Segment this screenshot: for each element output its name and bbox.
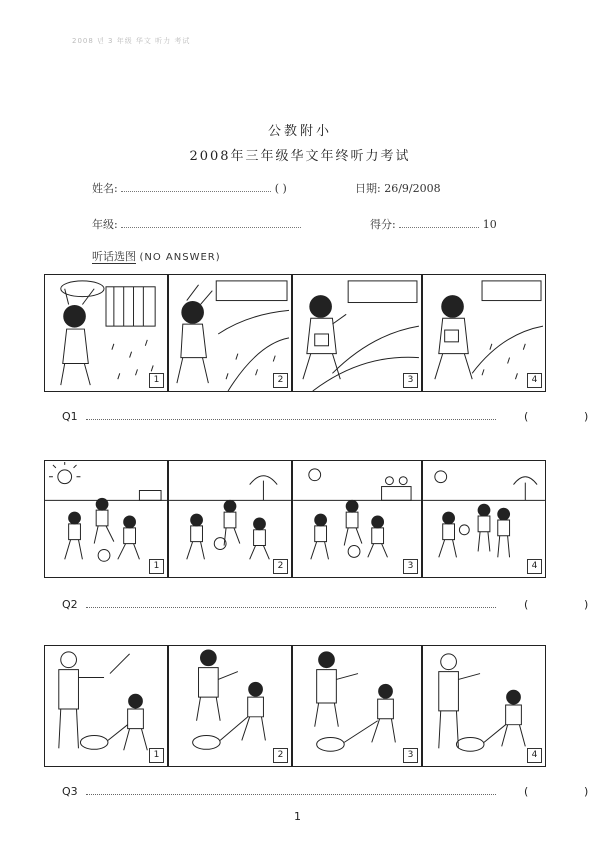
name-paren: ( )	[274, 182, 287, 195]
panel-number: 1	[149, 373, 164, 388]
q2-panel-4	[422, 460, 546, 578]
answer-paren-open[interactable]: (	[524, 410, 529, 423]
q1-panel-1	[44, 274, 168, 392]
panel-number: 2	[273, 373, 288, 388]
score-label: 得分:	[370, 218, 396, 231]
date-value: 26/9/2008	[384, 182, 441, 195]
section-note: (NO ANSWER)	[139, 252, 221, 263]
faint-header-text: 2008 년 3 年级 华文 听力 考试	[72, 37, 191, 45]
class-line	[121, 227, 301, 228]
answer-paren-open[interactable]: (	[524, 598, 529, 611]
panel-number: 2	[273, 748, 288, 763]
q1-panel-3	[292, 274, 422, 392]
class-label: 年级:	[92, 218, 118, 231]
q1-label: Q1	[62, 410, 78, 423]
q2-panel-2	[168, 460, 292, 578]
q1-panel-4	[422, 274, 546, 392]
panel-number: 2	[273, 559, 288, 574]
dotted-line	[86, 607, 496, 608]
section-header	[92, 248, 221, 264]
panel-number: 3	[403, 559, 418, 574]
panel-number: 1	[149, 748, 164, 763]
answer-paren-close: )	[584, 410, 589, 423]
panel-number: 3	[403, 748, 418, 763]
answer-paren-close: )	[584, 598, 589, 611]
name-label: 姓名:	[92, 182, 118, 195]
name-field	[92, 180, 287, 196]
name-line	[121, 191, 271, 192]
section-title: 听话选图	[92, 250, 136, 263]
panel-number: 4	[527, 373, 542, 388]
score-field	[370, 216, 497, 232]
q2-answer-line	[62, 598, 589, 611]
q1-answer-line	[62, 410, 589, 423]
q3-panel-2	[168, 645, 292, 767]
panel-number: 3	[403, 373, 418, 388]
q2-panel-1	[44, 460, 168, 578]
panel-number: 4	[527, 559, 542, 574]
score-line	[399, 227, 479, 228]
dotted-line	[86, 419, 496, 420]
panel-number: 4	[527, 748, 542, 763]
q3-panel-3	[292, 645, 422, 767]
score-total: 10	[482, 218, 497, 231]
q3-answer-line	[62, 785, 589, 798]
page-number: 1	[294, 810, 301, 823]
dotted-line	[86, 794, 496, 795]
q3-label: Q3	[62, 785, 78, 798]
panel-number: 1	[149, 559, 164, 574]
q2-label: Q2	[62, 598, 78, 611]
exam-title: 2008年三年级华文年终听力考试	[189, 149, 411, 164]
q3-panel-4	[422, 645, 546, 767]
school-name: 公教附小	[267, 124, 332, 139]
answer-paren-open[interactable]: (	[524, 785, 529, 798]
class-field	[92, 216, 301, 232]
q1-panel-2	[168, 274, 292, 392]
date-field	[355, 180, 441, 196]
q2-panel-3	[292, 460, 422, 578]
date-label: 日期:	[355, 182, 381, 195]
q3-panel-1	[44, 645, 168, 767]
answer-paren-close: )	[584, 785, 589, 798]
